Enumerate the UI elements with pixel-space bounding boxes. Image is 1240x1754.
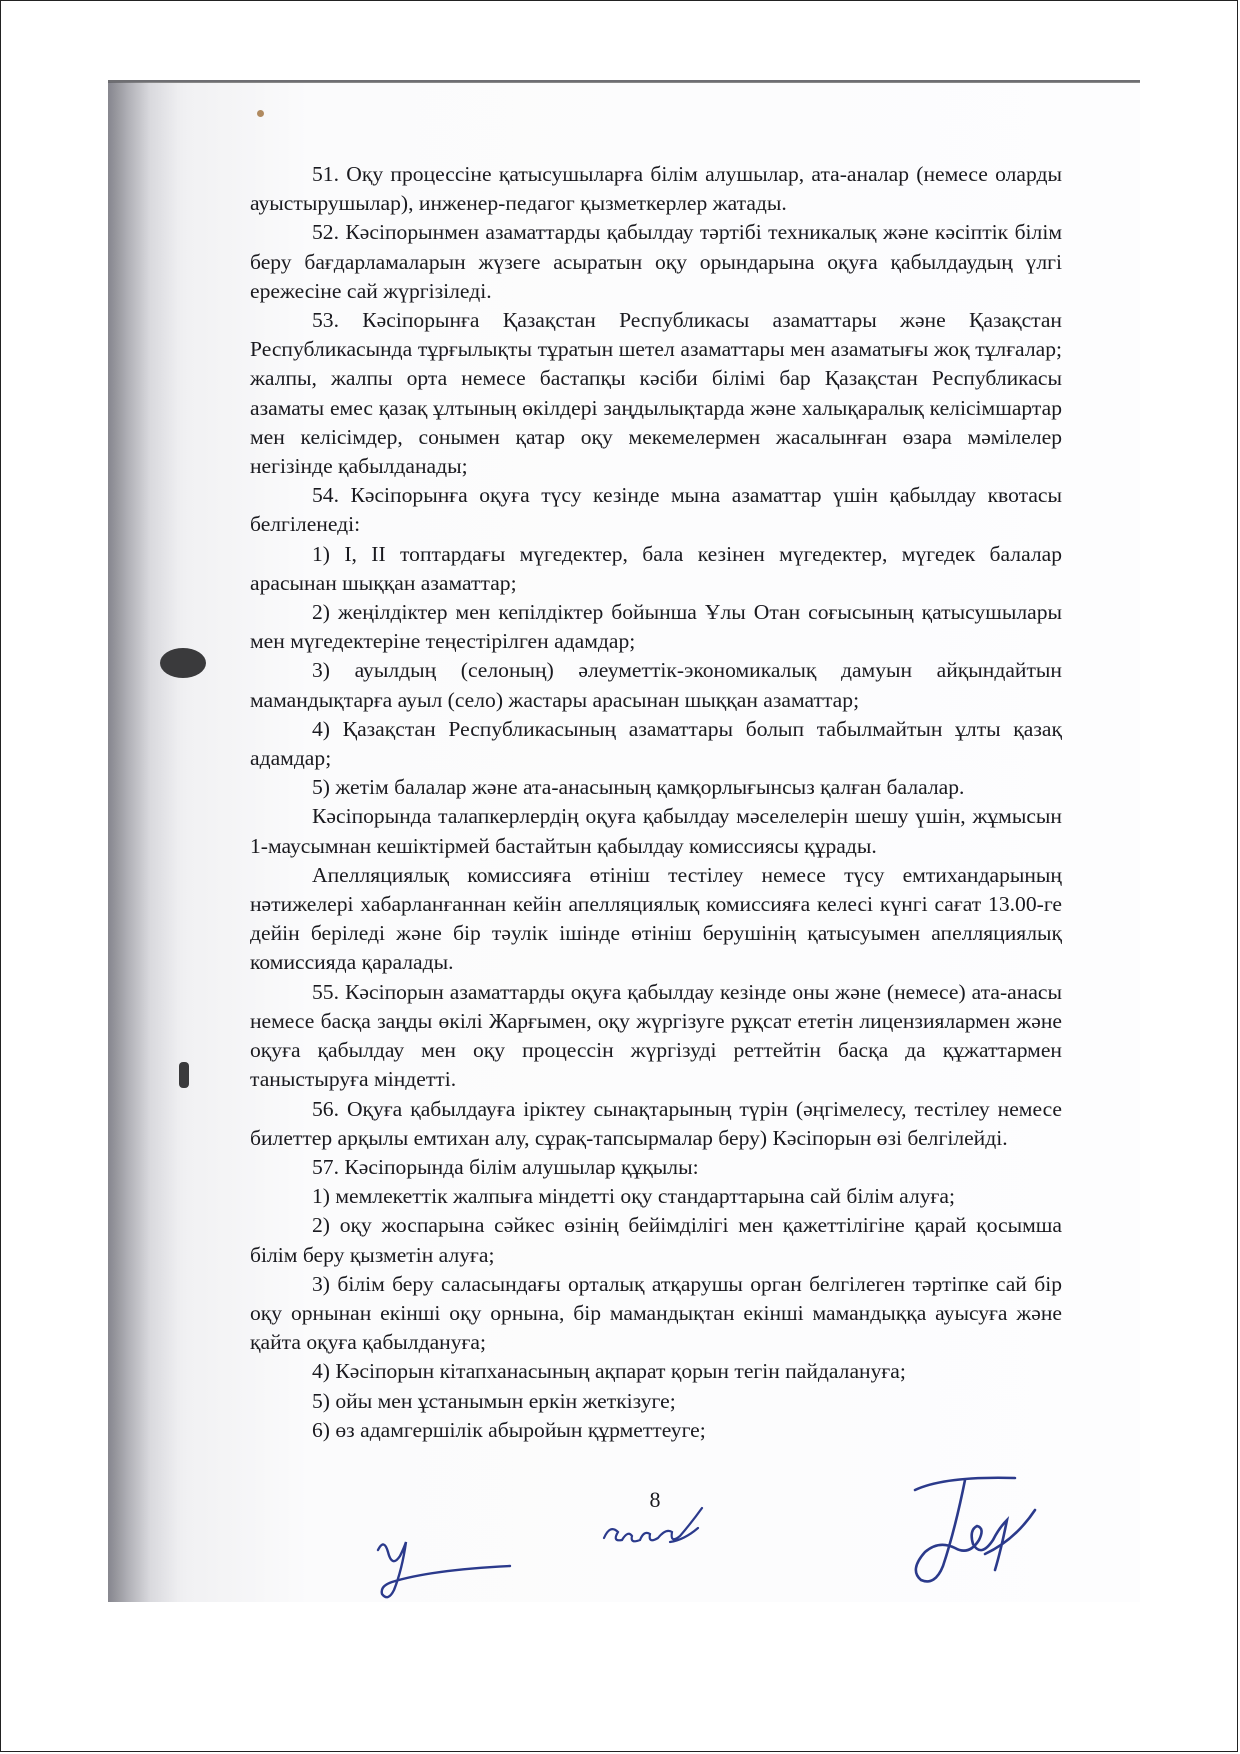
paragraph-53: 53. Кәсіпорынға Қазақстан Республикасы азаматтары және Қазақстан Республикасында тұрғылықты тұратын шетел азаматтары мен азаматығы жоқ тұлғалар; жалпы, жалпы орта немесе бастапқы кәсіби білімі бар Қазақстан Республикасы азаматы емес қазақ ұлтының өкілдері заңдылықтарда және халықаралық келісімшартар мен келісімдер, сонымен қатар оқу мекемелермен жасалынған өзара мәмілелер негізінде қабылданады;: [250, 308, 1062, 479]
list-item: 3) білім беру саласындағы орталық атқарушы орган белгілеген тәртіпке сай бір оқу орнынан екінші оқу орнына, бір мамандықтан екінші мамандыққа ауысуға және қайта оқуға қабылдануға;: [250, 1271, 1062, 1355]
signature-left: [370, 1520, 520, 1610]
page-number: 8: [649, 1487, 661, 1512]
list-item: 2) жеңілдіктер мен кепілдіктер бойынша Ұлы Отан соғысының қатысушылары мен мүгедектеріне теңестірілген адамдар;: [250, 600, 1062, 654]
list-item: 5) ойы мен ұстанымын еркін жеткізуге;: [312, 1388, 676, 1413]
paragraph-52: 52. Кәсіпорынмен азаматтарды қабылдау тәртібі техникалық және кәсіптік білім беру бағдарламаларын жүзеге асыратын оқу орындарына оқуға қабылдаудың үлгі ережесіне сай жүргізіледі.: [250, 220, 1062, 303]
list-item: 5) жетім балалар және ата-анасының қамқорлығынсыз қалған балалар.: [312, 775, 965, 800]
binding-hole-top: [160, 648, 206, 678]
list-item: 4) Кәсіпорын кітапханасының ақпарат қорын тегін пайдалануға;: [312, 1359, 906, 1384]
signature-middle: [600, 1500, 710, 1560]
list-item: 3) ауылдың (селоның) әлеуметтік-экономикалық дамуын айқындайтын мамандықтарға ауыл (село) жастары арасынан шыққан азаматтар;: [250, 658, 1062, 712]
paragraph-54: 54. Кәсіпорынға оқуға түсу кезінде мына азаматтар үшін қабылдау квотасы белгіленеді:: [250, 483, 1062, 537]
list-item: 2) оқу жоспарына сәйкес өзінің бейімділігі мен қажеттілігіне қарай қосымша білім беру қызметін алуға;: [250, 1213, 1062, 1267]
paragraph-51: 51. Оқу процессіне қатысушыларға білім алушылар, ата-аналар (немесе оларды ауыстырушылар), инженер-педагог қызметкерлер жатады.: [250, 162, 1062, 216]
list-item: 1) І, ІІ топтардағы мүгедектер, бала кезінен мүгедектер, мүгедек балалар арасынан шыққан азаматтар;: [250, 541, 1062, 595]
paragraph-55: 55. Кәсіпорын азаматтарды оқуға қабылдау кезінде оны және (немесе) ата-анасы немесе басқа заңды өкілі Жарғымен, оқу жүргізуге рұқсат ететін лицензиялармен және оқуға қабылдау мен оқу процессін жүргізуді реттейтін басқа да құжаттармен таныстыруға міндетті.: [250, 979, 1062, 1092]
paragraph-appeal: Апелляциялық комиссияға өтініш тестілеу немесе түсу емтихандарының нәтижелері хабарланғаннан кейін апелляциялық комиссияға келесі күнгі сағат 13.00-ге дейін беріледі және бір тәулік ішінде өтініш берушінің қатысуымен апелляциялық комиссияда қаралады.: [250, 862, 1062, 975]
binding-hole-bottom: [179, 1062, 189, 1088]
paragraph-56: 56. Оқуға қабылдауға іріктеу сынақтарының түрін (әңгімелесу, тестілеу немесе билеттер арқылы емтихан алу, сұрақ-тапсырмалар беру) Кәсіпорын өзі белгілейді.: [250, 1096, 1062, 1150]
list-item: 1) мемлекеттік жалпыға міндетті оқу стандарттарына сай білім алуға;: [312, 1184, 955, 1209]
list-item: 4) Қазақстан Республикасының азаматтары болып табылмайтын ұлты қазақ адамдар;: [250, 716, 1062, 771]
binding-shadow: [108, 82, 178, 1602]
list-item: 6) өз адамгершілік абыройын құрметтеуге;: [312, 1417, 706, 1442]
speck: [257, 110, 264, 117]
signature-right: [885, 1470, 1060, 1600]
document-body: [250, 160, 1062, 1445]
paragraph-57: 57. Кәсіпорында білім алушылар құқылы:: [312, 1154, 699, 1179]
paragraph-commission: Кәсіпорында талапкерлердің оқуға қабылдау мәселелерін шешу үшін, жұмысын 1-маусымнан кешіктірмей бастайтын қабылдау комиссиясы құрады.: [250, 804, 1062, 858]
